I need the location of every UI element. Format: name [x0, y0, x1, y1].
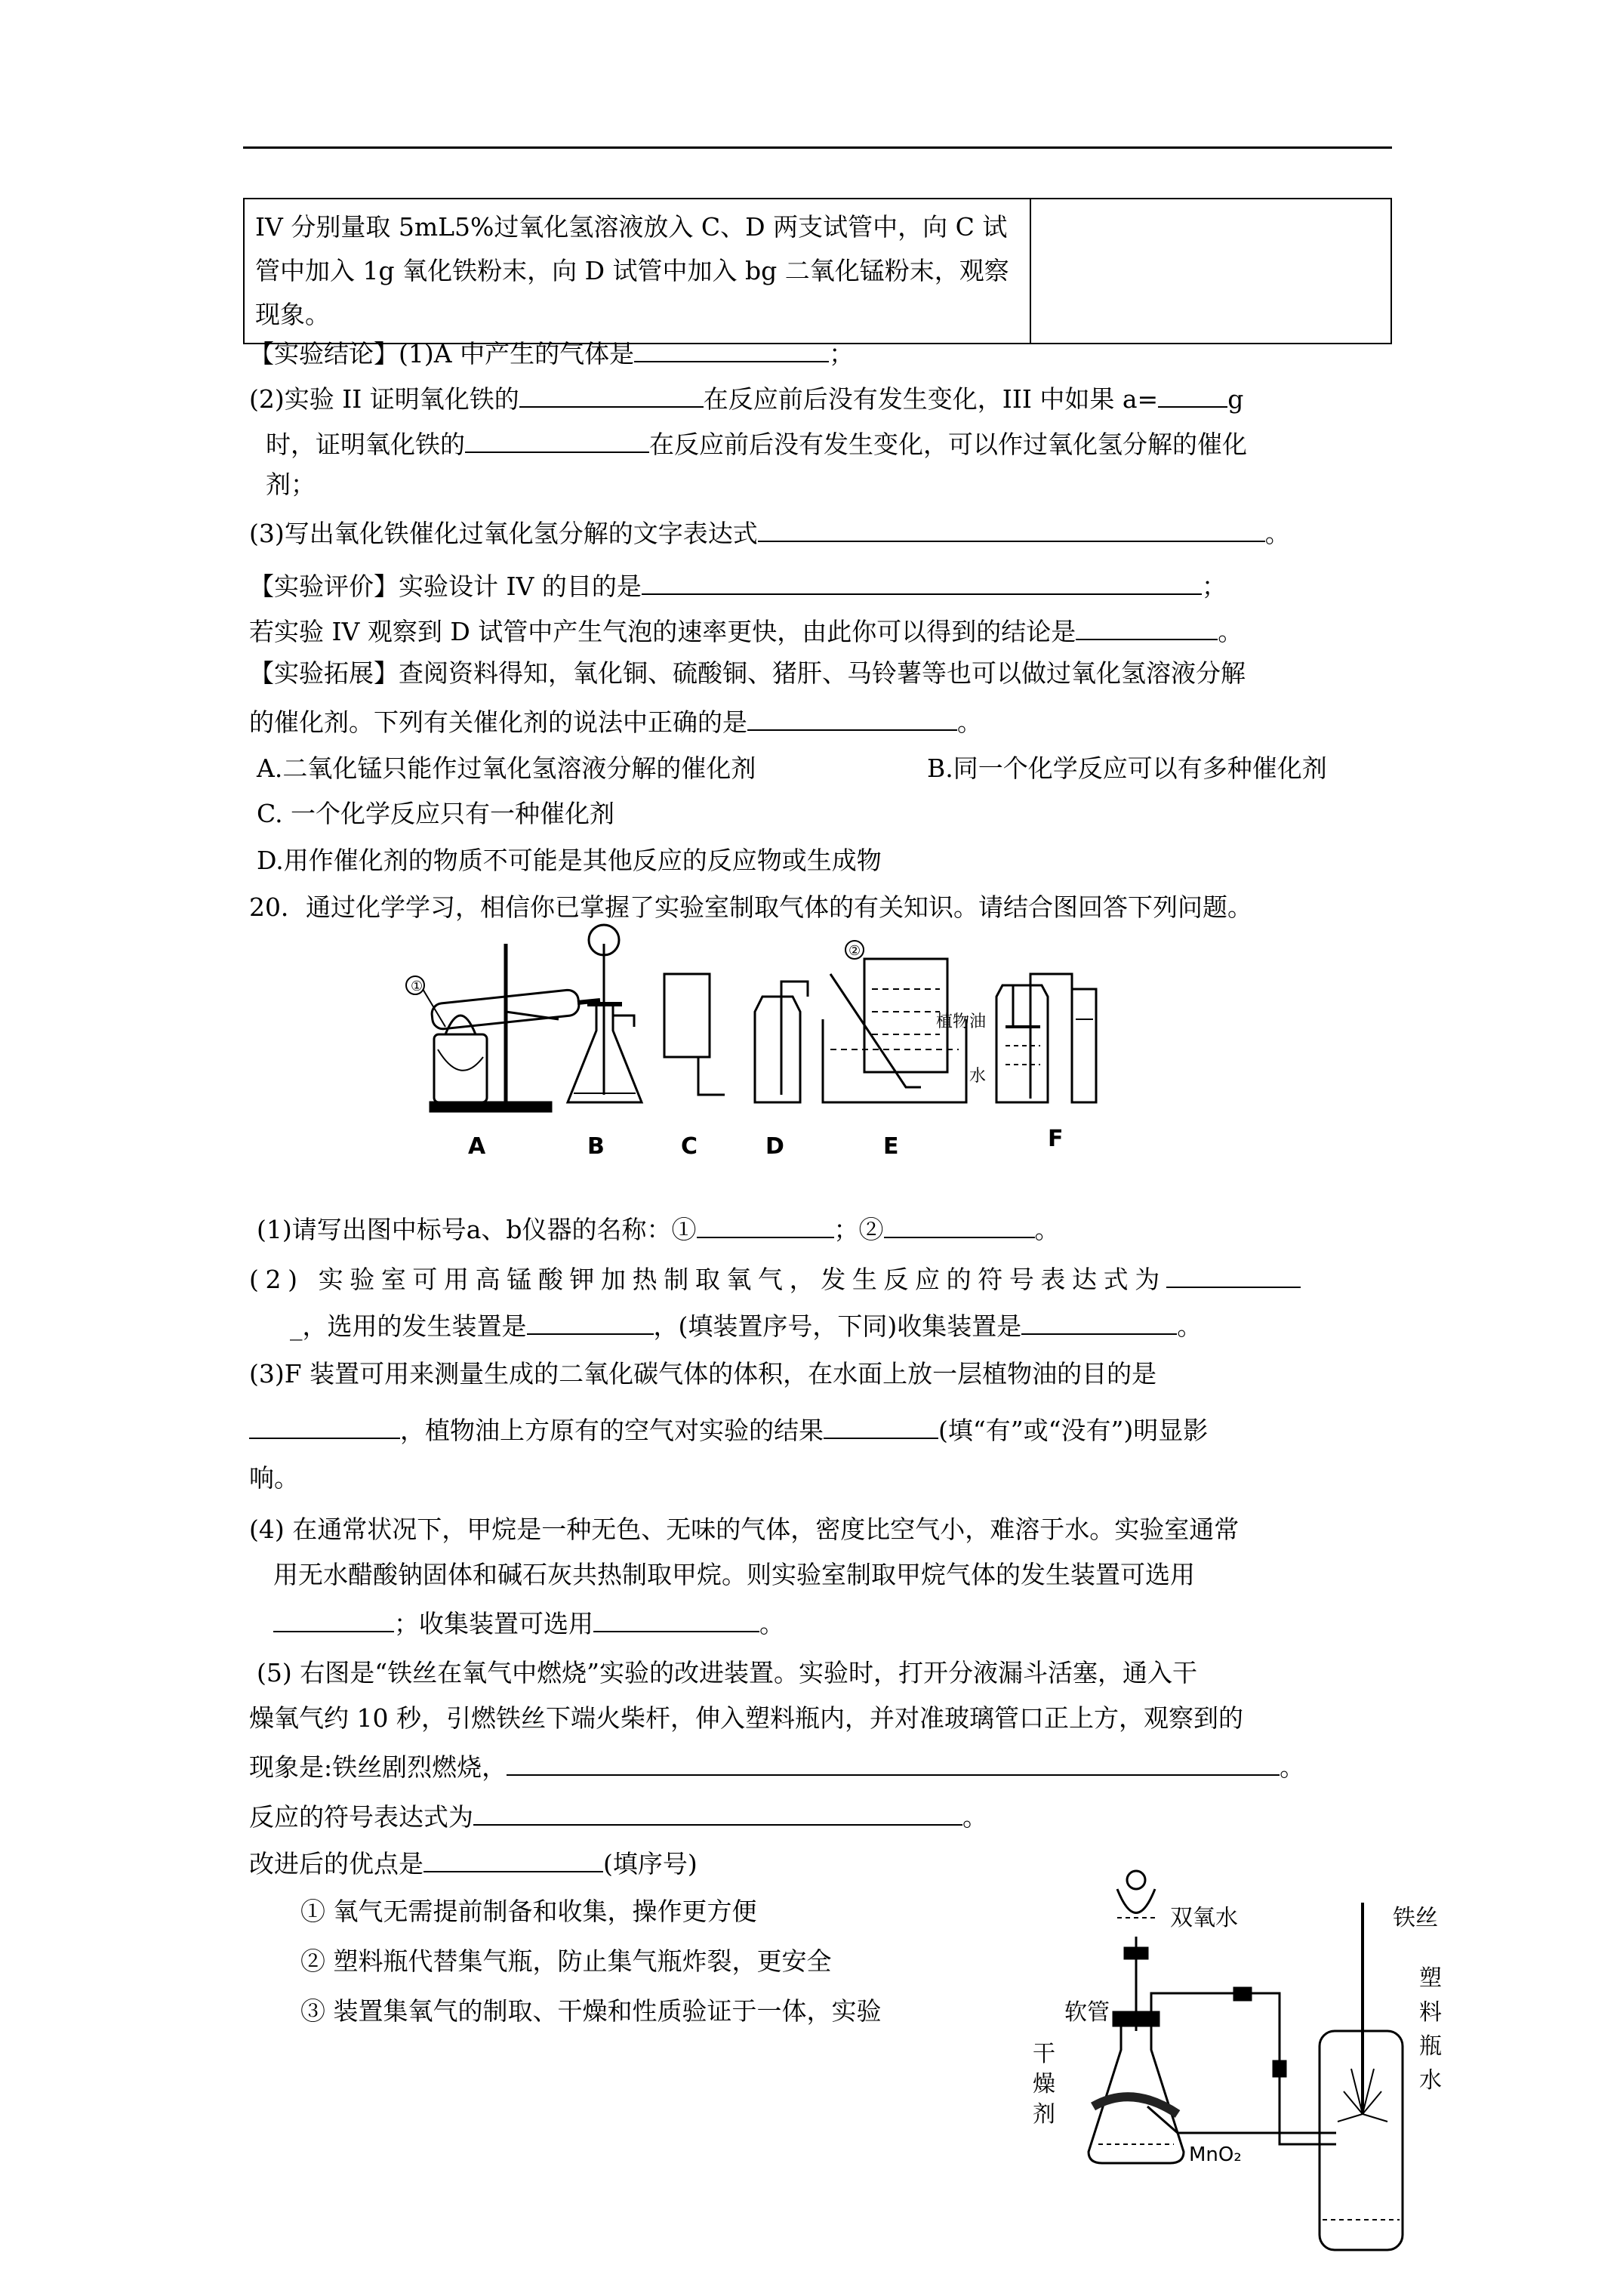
line-conclusion-2b: 时，证明氧化铁的 在反应前后没有发生变化，可以作过氧化氢分解的催化: [266, 426, 1247, 460]
answer-blank[interactable]: [884, 1211, 1035, 1238]
separatory-funnel: [1117, 1871, 1155, 2031]
option-d: D.用作催化剂的物质不可能是其他反应的反应物或生成物: [257, 846, 882, 875]
answer-blank[interactable]: [1166, 1261, 1301, 1288]
q20-part2: (2) 实验室可用高锰酸钾加热制取氧气，发生反应的符号表达式为: [249, 1261, 1301, 1295]
advantage-3: ③ 装置集氧气的制取、干燥和性质验证于一体，实验: [300, 1996, 882, 2026]
label-d: D: [765, 1133, 784, 1160]
question-20: 20．通过化学学习，相信你已掌握了实验室制取气体的有关知识。请结合图回答下列问题。: [249, 892, 1252, 922]
q20-part5e: 改进后的优点是 (填序号): [249, 1845, 698, 1879]
header-rule: [243, 146, 1392, 149]
label-water: 水: [969, 1067, 987, 1086]
q20-part3b: ，植物油上方原有的空气对实验的结果 (填“有”或“没有”)明显影: [249, 1412, 1208, 1446]
label-water-2: 水: [1419, 2067, 1442, 2094]
apparatus-f: [996, 974, 1096, 1102]
answer-blank[interactable]: [1021, 1308, 1177, 1335]
answer-blank[interactable]: [527, 1308, 654, 1335]
label-mno2: MnO₂: [1189, 2143, 1242, 2166]
q20-part4c: ；收集装置可选用 。: [273, 1605, 784, 1639]
answer-blank[interactable]: [593, 1605, 759, 1632]
conical-flask: [1089, 2012, 1184, 2163]
advantage-2: ② 塑料瓶代替集气瓶，防止集气瓶炸裂，更安全: [300, 1946, 832, 1976]
q20-part3c: 响。: [249, 1463, 299, 1493]
iron-combustion-figure: [1027, 1842, 1472, 2280]
line-conclusion-1: 【实验结论】(1)A 中产生的气体是 ；: [249, 335, 854, 369]
q20-part5: (5) 右图是“铁丝在氧气中燃烧”实验的改进装置。实验时，打开分液漏斗活塞，通入干: [257, 1658, 1197, 1687]
q20-part5d: 反应的符号表达式为 。: [249, 1798, 987, 1832]
option-c: C. 一个化学反应只有一种催化剂: [257, 799, 615, 828]
line-evaluation-2: 若实验 IV 观察到 D 试管中产生气泡的速率更快，由此你可以得到的结论是 。: [249, 613, 1243, 647]
answer-blank[interactable]: [747, 704, 957, 731]
q20-part4: (4) 在通常状况下，甲烷是一种无色、无味的气体，密度比空气小，难溶于水。实验室通常: [249, 1515, 1240, 1544]
option-a: A.二氧化锰只能作过氧化氢溶液分解的催化剂: [257, 754, 756, 783]
q20-part5b: 燥氧气约 10 秒，引燃铁丝下端火柴杆，伸入塑料瓶内，并对准玻璃管口正上方，观察到的: [249, 1703, 1243, 1733]
plastic-bottle: [1320, 1903, 1403, 2250]
answer-blank[interactable]: [519, 381, 704, 408]
answer-blank[interactable]: [1076, 613, 1218, 640]
line-extension-2: 的催化剂。下列有关催化剂的说法中正确的是 。: [249, 704, 982, 738]
experiment-table: [243, 198, 1392, 344]
label-desiccant-3: 剂: [1033, 2101, 1055, 2128]
apparatus-d: [755, 982, 808, 1102]
answer-blank[interactable]: [634, 335, 829, 362]
label-a: A: [468, 1133, 486, 1160]
answer-blank[interactable]: [642, 568, 1202, 595]
label-soft-tube: 软管: [1064, 1999, 1110, 2026]
label-e: E: [883, 1133, 899, 1160]
label-h2o2: 双氧水: [1170, 1905, 1238, 1931]
label-bottle-3: 瓶: [1419, 2033, 1442, 2060]
label-f: F: [1048, 1126, 1064, 1152]
label-desiccant-1: 干: [1033, 2041, 1055, 2067]
mark-1: ①: [411, 978, 423, 994]
apparatus-b: [568, 925, 642, 1102]
apparatus-a: [406, 944, 600, 1111]
q20-part5c: 现象是:铁丝剧烈燃烧， 。: [249, 1749, 1304, 1783]
table-row: [244, 199, 1391, 344]
label-bottle-2: 料: [1419, 1999, 1442, 2026]
q20-part3: (3)F 装置可用来测量生成的二氧化碳气体的体积，在水面上放一层植物油的目的是: [249, 1359, 1157, 1388]
line-evaluation: 【实验评价】实验设计 IV 的目的是 ；: [249, 568, 1227, 602]
q20-part4b: 用无水醋酸钠固体和碱石灰共热制取甲烷。则实验室制取甲烷气体的发生装置可选用: [273, 1560, 1195, 1589]
label-b: B: [587, 1133, 605, 1160]
label-oil: 植物油: [936, 1012, 987, 1031]
answer-blank[interactable]: [697, 1211, 834, 1238]
mark-2: ②: [848, 943, 861, 959]
line-extension: 【实验拓展】查阅资料得知，氧化铜、硫酸铜、猪肝、马铃薯等也可以做过氧化氢溶液分解: [249, 658, 1246, 688]
label-desiccant-2: 燥: [1033, 2071, 1055, 2097]
line-conclusion-2c: 剂；: [266, 470, 316, 499]
label-bottle-1: 塑: [1419, 1965, 1442, 1992]
label-iron-wire: 铁丝: [1393, 1905, 1438, 1931]
answer-blank[interactable]: [473, 1798, 962, 1826]
advantage-1: ① 氧气无需提前制备和收集，操作更方便: [300, 1897, 757, 1926]
answer-blank[interactable]: [465, 426, 649, 453]
option-b: B.同一个化学反应可以有多种催化剂: [927, 754, 1327, 783]
line-conclusion-3: (3)写出氧化铁催化过氧化氢分解的文字表达式 。: [249, 515, 1290, 549]
answer-blank[interactable]: [249, 1412, 400, 1439]
apparatus-figure: [393, 914, 1246, 1170]
delivery-tubes: [1147, 1988, 1336, 2144]
answer-blank[interactable]: [507, 1749, 1280, 1776]
q20-part1: (1)请写出图中标号a、b仪器的名称：① ；② 。: [257, 1211, 1060, 1245]
answer-blank[interactable]: [824, 1412, 938, 1439]
answer-blank[interactable]: [273, 1605, 394, 1632]
apparatus-c: [664, 974, 725, 1095]
table-cell-observation: [1030, 199, 1391, 344]
q20-part2b: _，选用的发生装置是 ，(填装置序号，下同)收集装置是 。: [290, 1308, 1202, 1342]
answer-blank[interactable]: [758, 515, 1265, 542]
label-c: C: [681, 1133, 698, 1160]
line-conclusion-2: (2)实验 II 证明氧化铁的 在反应前后没有发生变化，III 中如果 a= g: [249, 381, 1243, 415]
table-cell-step4: IV 分别量取 5mL5%过氧化氢溶液放入 C、D 两支试管中，向 C 试管中加入 1g 氧化铁粉末，向 D 试管中加入 bg 二氧化锰粉末，观察现象。: [244, 199, 1030, 344]
answer-blank[interactable]: [423, 1845, 603, 1872]
answer-blank[interactable]: [1158, 381, 1227, 408]
